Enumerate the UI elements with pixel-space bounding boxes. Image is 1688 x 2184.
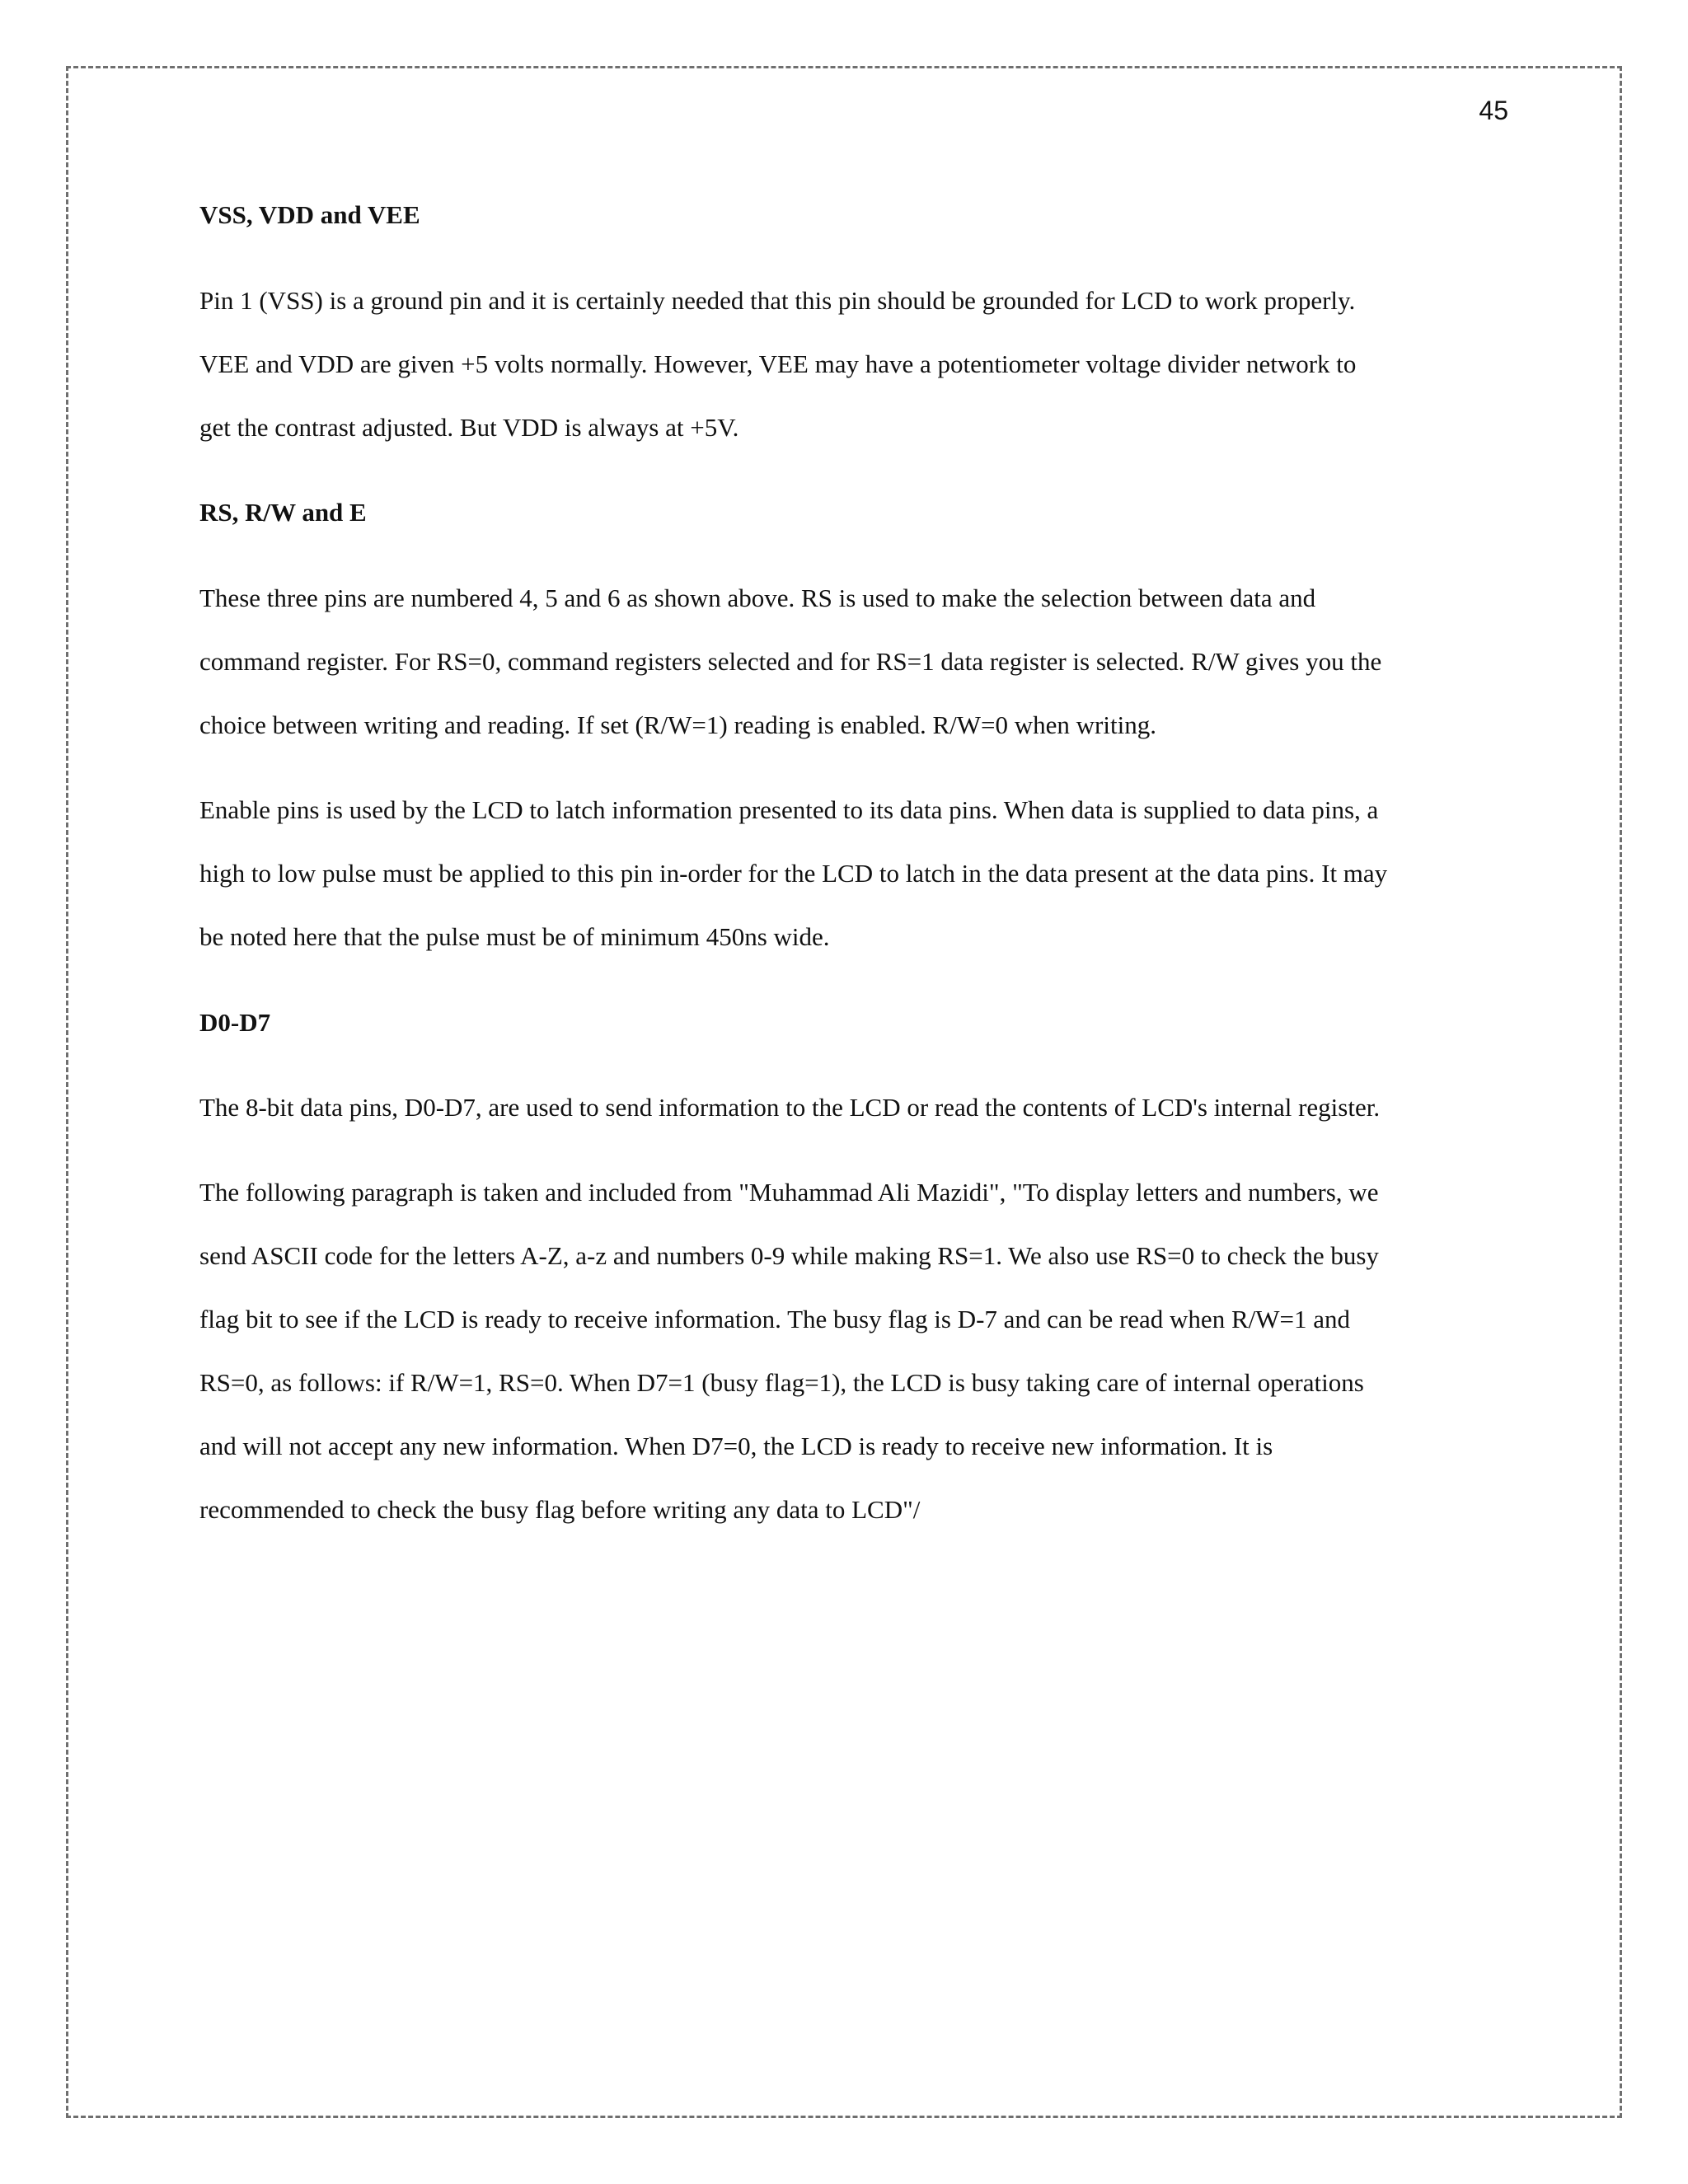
text-line: high to low pulse must be applied to this pin in-order for the LCD to latch in the data present at the data pins. It may [199, 859, 1388, 888]
text-line: Pin 1 (VSS) is a ground pin and it is certainly needed that this pin should be grounded for LCD to work properly. [199, 286, 1356, 315]
section-heading-d0-d7: D0-D7 [199, 1008, 271, 1037]
text-line: The following paragraph is taken and included from "Muhammad Ali Mazidi", "To display letters and numbers, we [199, 1178, 1379, 1207]
section-heading-vss-vdd-vee: VSS, VDD and VEE [199, 200, 420, 229]
text-line: choice between writing and reading. If set (R/W=1) reading is enabled. R/W=0 when writing. [199, 710, 1156, 739]
text-line: be noted here that the pulse must be of minimum 450ns wide. [199, 922, 830, 951]
text-line: These three pins are numbered 4, 5 and 6 as shown above. RS is used to make the selection between data and [199, 583, 1316, 612]
text-line: get the contrast adjusted. But VDD is always at +5V. [199, 413, 739, 442]
text-line: flag bit to see if the LCD is ready to receive information. The busy flag is D-7 and can be read when R/W=1 and [199, 1305, 1350, 1333]
text-line: Enable pins is used by the LCD to latch information presented to its data pins. When data is supplied to data pins, a [199, 795, 1379, 824]
text-line: recommended to check the busy flag before writing any data to LCD"/ [199, 1495, 921, 1524]
text-line: RS=0, as follows: if R/W=1, RS=0. When D7=1 (busy flag=1), the LCD is busy taking care of internal operations [199, 1368, 1364, 1397]
text-line: The 8-bit data pins, D0-D7, are used to send information to the LCD or read the contents of LCD's internal register. [199, 1093, 1381, 1122]
text-line: VEE and VDD are given +5 volts normally. However, VEE may have a potentiometer voltage divider network to [199, 349, 1357, 378]
page-number: 45 [1479, 96, 1508, 125]
text-line: command register. For RS=0, command registers selected and for RS=1 data register is selected. R/W gives you the [199, 647, 1382, 676]
text-line: and will not accept any new information. When D7=0, the LCD is ready to receive new information. It is [199, 1432, 1273, 1460]
text-line: send ASCII code for the letters A-Z, a-z and numbers 0-9 while making RS=1. We also use RS=0 to check the busy [199, 1241, 1379, 1270]
section-heading-rs-rw-e: RS, R/W and E [199, 498, 367, 527]
